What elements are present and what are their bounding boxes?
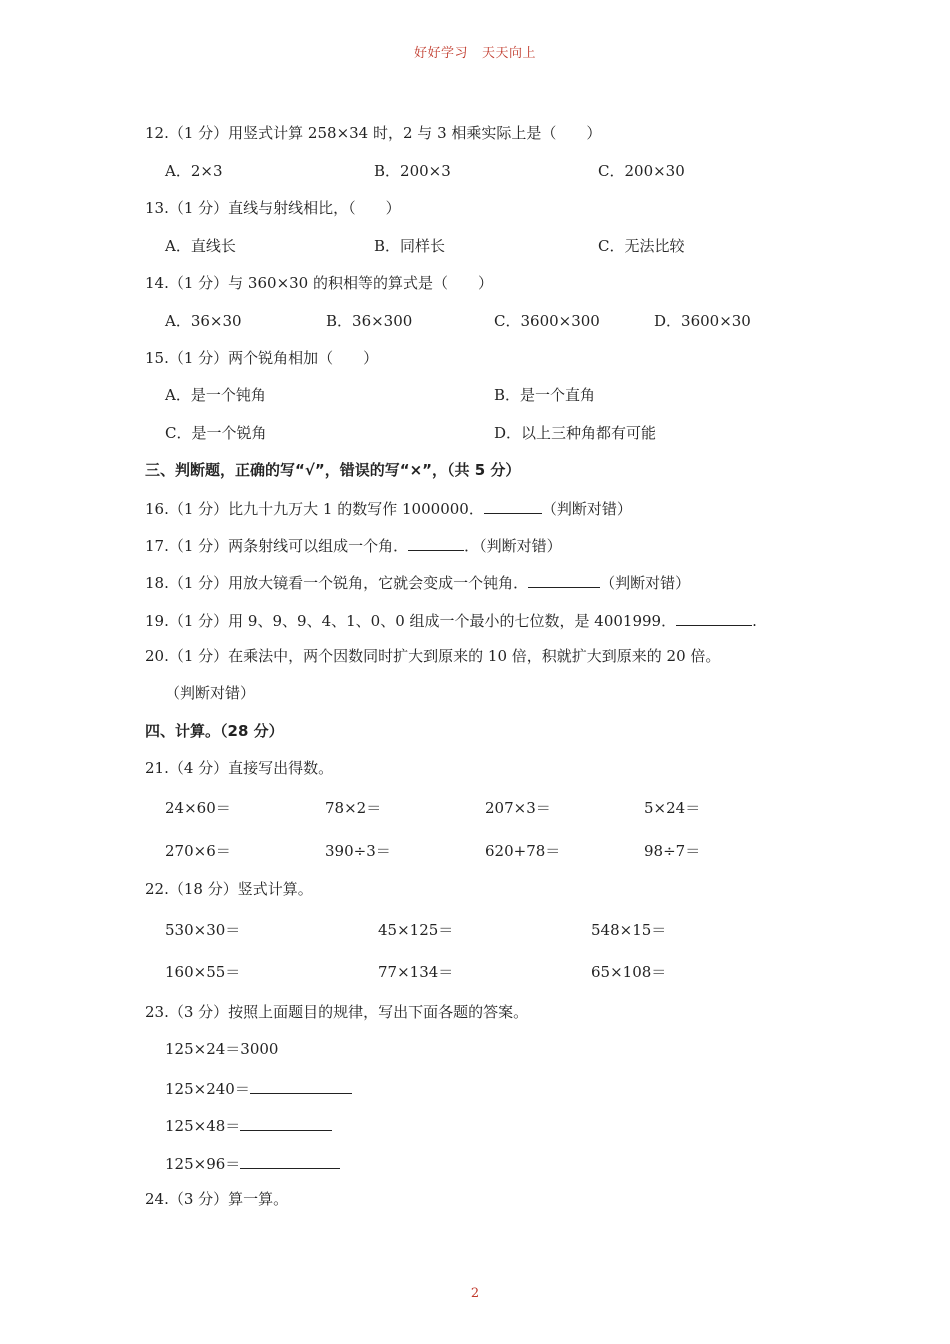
q21-item: 270×6＝	[165, 842, 231, 860]
q18-suffix: （判断对错）	[600, 574, 691, 592]
q23-item	[165, 1077, 352, 1099]
q22-item: 65×108＝	[591, 963, 667, 981]
q15-option-a: A．是一个钝角	[165, 386, 266, 404]
q21-item: 390÷3＝	[325, 842, 391, 860]
q21-item: 24×60＝	[165, 799, 231, 817]
q20-line2: （判断对错）	[165, 684, 256, 702]
q15-option-c: C．是一个锐角	[165, 424, 267, 442]
q21-item: 207×3＝	[485, 799, 551, 817]
q19	[145, 609, 757, 631]
header-motto-left: 好好学习	[413, 46, 468, 61]
q19-answer-blank[interactable]	[676, 609, 752, 626]
q23-given: 125×24＝3000	[165, 1040, 279, 1058]
q23-answer-blank[interactable]	[240, 1114, 332, 1131]
q19-text: 19.（1 分）用 9、9、9、4、1、0、0 组成一个最小的七位数，是 4001999．	[145, 612, 677, 630]
q22-item: 530×30＝	[165, 921, 241, 939]
q24-stem: 24.（3 分）算一算。	[145, 1190, 289, 1208]
q23-item-expr: 125×96＝	[165, 1155, 241, 1173]
q23-item	[165, 1114, 332, 1136]
q12-option-c: C．200×30	[598, 162, 685, 180]
q16-suffix: （判断对错）	[541, 500, 632, 518]
q22-item: 77×134＝	[378, 963, 454, 981]
q17-answer-blank[interactable]	[408, 534, 464, 551]
q16-text: 16.（1 分）比九十九万大 1 的数写作 1000000．	[145, 500, 484, 518]
q19-suffix: .	[752, 612, 757, 630]
q23-item	[165, 1152, 340, 1174]
q14-option-a: A．36×30	[165, 312, 242, 330]
q21-item: 5×24＝	[644, 799, 701, 817]
q12-option-b: B．200×3	[374, 162, 451, 180]
q15-option-b: B．是一个直角	[494, 386, 596, 404]
q21-stem: 21.（4 分）直接写出得数。	[145, 759, 334, 777]
q12-stem: 12.（1 分）用竖式计算 258×34 时，2 与 3 相乘实际上是（ ）	[145, 124, 602, 142]
q23-item-expr: 125×48＝	[165, 1117, 241, 1135]
q22-stem: 22.（18 分）竖式计算。	[145, 880, 313, 898]
q20-line1: 20.（1 分）在乘法中，两个因数同时扩大到原来的 10 倍，积就扩大到原来的 20 倍。	[145, 647, 721, 665]
q22-item: 160×55＝	[165, 963, 241, 981]
q18-text: 18.（1 分）用放大镜看一个锐角，它就会变成一个钝角．	[145, 574, 529, 592]
q14-option-c: C．3600×300	[494, 312, 600, 330]
header-motto-right: 天天向上	[482, 46, 537, 61]
q13-option-c: C．无法比较	[598, 237, 685, 255]
q14-option-d: D．3600×30	[654, 312, 751, 330]
q23-answer-blank[interactable]	[240, 1152, 340, 1169]
q18	[145, 571, 690, 593]
page-number: 2	[470, 1286, 480, 1301]
section-4-title: 四、计算。（28 分）	[145, 722, 284, 740]
q23-stem: 23.（3 分）按照上面题目的规律，写出下面各题的答案。	[145, 1003, 529, 1021]
q16-answer-blank[interactable]	[484, 497, 542, 514]
q15-stem: 15.（1 分）两个锐角相加（ ）	[145, 349, 379, 367]
q13-option-b: B．同样长	[374, 237, 446, 255]
q17	[145, 534, 562, 556]
q17-text: 17.（1 分）两条射线可以组成一个角．	[145, 537, 409, 555]
page-header	[0, 42, 950, 61]
q17-suffix: ．（判断对错）	[464, 537, 562, 555]
q22-item: 45×125＝	[378, 921, 454, 939]
q15-option-d: D．以上三种角都有可能	[494, 424, 657, 442]
q14-option-b: B．36×300	[326, 312, 413, 330]
q21-item: 78×2＝	[325, 799, 382, 817]
q23-item-expr: 125×240＝	[165, 1080, 250, 1098]
q14-stem: 14.（1 分）与 360×30 的积相等的算式是（ ）	[145, 274, 493, 292]
section-3-title: 三、判断题，正确的写“√”，错误的写“×”，（共 5 分）	[145, 461, 521, 479]
q22-item: 548×15＝	[591, 921, 667, 939]
q13-stem: 13.（1 分）直线与射线相比，（ ）	[145, 199, 401, 217]
q16	[145, 497, 632, 519]
q12-option-a: A．2×3	[165, 162, 223, 180]
q23-answer-blank[interactable]	[250, 1077, 352, 1094]
q13-option-a: A．直线长	[165, 237, 236, 255]
q21-item: 620+78＝	[485, 842, 561, 860]
q21-item: 98÷7＝	[644, 842, 701, 860]
q18-answer-blank[interactable]	[528, 571, 600, 588]
